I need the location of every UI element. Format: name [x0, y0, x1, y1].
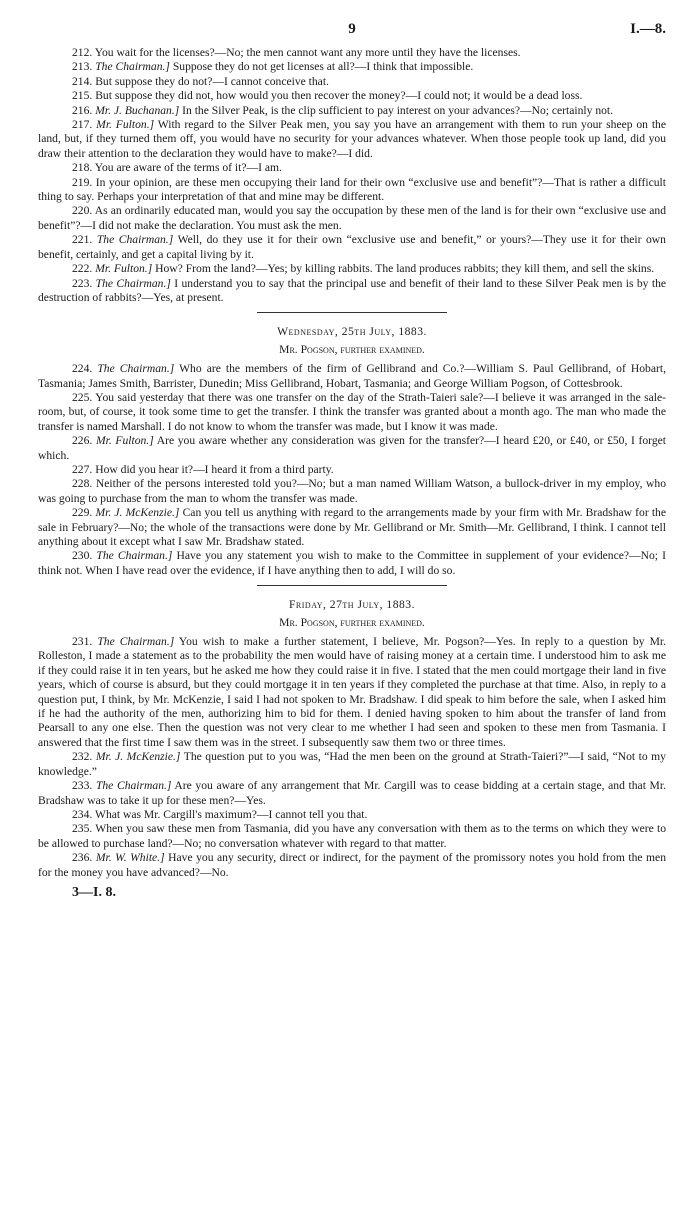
question-number: 226. [72, 434, 93, 448]
question-text: The question put to you was, “Had the men been on the ground at Strath-Taieri?”—I said, “Not to my knowledge.” [38, 750, 666, 778]
speaker-name: The Chairman.] [95, 276, 171, 290]
evidence-paragraph [38, 233, 666, 262]
evidence-paragraph [38, 779, 666, 808]
question-text: I understand you to say that the principal use and benefit of their land to these Silver Peak men is by the destruction of rabbits?—Yes, at present. [38, 276, 667, 304]
session-date: Friday, 27th July, 1883. [288, 598, 416, 612]
speaker-name: The Chairman.] [96, 233, 174, 247]
question-text: Suppose they do not get licenses at all?—I think that impossible. [172, 60, 474, 74]
question-number: 227. [72, 462, 93, 476]
question-number: 219. [72, 175, 93, 189]
question-text: Are you aware whether any consideration was given for the transfer?—I heard £20, or £40, or £50, I forget which. [38, 434, 666, 462]
section-divider [257, 585, 447, 586]
page-header [38, 22, 666, 46]
evidence-paragraph [38, 635, 666, 750]
question-number: 225. [72, 390, 93, 404]
question-number: 213. [72, 60, 93, 74]
section-divider [257, 312, 447, 313]
evidence-paragraph [38, 391, 666, 434]
evidence-paragraph [38, 46, 666, 60]
witness-heading: Mr. Pogson, further examined. [279, 342, 425, 356]
question-text: In your opinion, are these men occupying their land for their own “exclusive use and benefit”?—That is rather a difficult thing to say. Perhaps your interpretation of that and mine may be different. [38, 175, 666, 204]
question-number: 235. [72, 822, 93, 836]
question-number: 217. [72, 118, 93, 132]
evidence-paragraph [38, 118, 666, 161]
question-number: 232. [72, 750, 93, 764]
question-number: 223. [72, 276, 93, 290]
evidence-paragraph [38, 60, 666, 74]
question-number: 214. [72, 74, 93, 88]
question-text: Neither of the persons interested told you?—No; but a man named William Watson, a bullock-driver in my employ, who was going to purchase from the man to whom the transfer was made. [38, 477, 666, 505]
evidence-paragraph [38, 750, 666, 779]
question-number: 229. [72, 506, 93, 520]
evidence-paragraph [38, 75, 666, 89]
question-text: Are you aware of any arrangement that Mr. Cargill was to cease bidding at a certain stage, and that Mr. Bradshaw was to take it up for these men?—Yes. [38, 779, 666, 807]
speaker-name: Mr. J. McKenzie.] [95, 750, 181, 764]
session-date: Wednesday, 25th July, 1883. [277, 325, 427, 339]
evidence-paragraph [38, 262, 666, 276]
document-reference: I.—8. [630, 21, 666, 37]
evidence-paragraph [38, 104, 666, 118]
question-text: As an ordinarily educated man, would you say the occupation by these men of the land is for their own “exclusive use and benefit”?—I did not make the declaration. You must ask the men. [38, 204, 666, 232]
question-number: 220. [72, 204, 93, 218]
evidence-paragraph [38, 161, 666, 175]
question-number: 230. [72, 549, 93, 563]
evidence-paragraph [38, 362, 666, 391]
question-number: 224. [72, 362, 93, 376]
question-text: But suppose they do not?—I cannot conceive that. [95, 74, 329, 88]
evidence-paragraph [38, 434, 666, 463]
speaker-name: The Chairman.] [96, 549, 173, 563]
question-number: 231. [72, 635, 93, 649]
speaker-name: Mr. J. McKenzie.] [95, 506, 180, 520]
question-number: 236. [72, 851, 93, 865]
evidence-paragraph [38, 506, 666, 549]
question-text: Have you any security, direct or indirect, for the payment of the promissory notes you hold from the men for the money you have advanced?—No. [38, 851, 666, 879]
evidence-paragraph [38, 822, 666, 851]
evidence-section-1 [38, 46, 666, 305]
evidence-paragraph [38, 204, 666, 233]
question-number: 216. [72, 103, 93, 117]
question-number: 221. [72, 233, 93, 247]
question-text: What was Mr. Cargill's maximum?—I cannot tell you that. [95, 807, 368, 821]
speaker-name: Mr. Fulton.] [96, 118, 155, 132]
speaker-name: Mr. W. White.] [95, 851, 165, 865]
question-text: How did you hear it?—I heard it from a third party. [95, 462, 334, 476]
page-number: 9 [348, 21, 356, 37]
signature-mark: 3—I. 8. [72, 884, 116, 900]
question-text: In the Silver Peak, is the clip sufficient to pay interest on your advances?—No; certainly not. [182, 103, 614, 117]
question-number: 215. [72, 89, 93, 103]
question-number: 233. [72, 779, 93, 793]
question-text: You wish to make a further statement, I believe, Mr. Pogson?—Yes. In reply to a question by Mr. Rolleston, I made a statement as to the probability the men would have of raising money at a certain time. I understood him to ask me if they could raise it in ten years, but he asked me how they could raise it in five. I stated that the men could mortgage their land in five years, which of course is absurd, but they could mortgage it in ten years if they completed the purchase at that time. Also, in reply to a question put, I think, by Mr. McKenzie, I said I had not spoken to Mr. Bradshaw. I did speak to him before the sale, when I asked him if he had the authority of the men, authorizing him to bid for them. I denied having spoken to him about the transfer of land from Pearsall to any one else. Then the question was not very clear to me whether I had seen and spoken to these men from Tasmania. I answered that the first time I saw them was in the street. I subsequently saw them two or three times. [38, 635, 667, 749]
speaker-name: The Chairman.] [95, 779, 172, 793]
question-text: Can you tell us anything with regard to the arrangements made by your firm with Mr. Bradshaw for the sale in February?—No; the whole of the transactions were done by Mr. Gellibrand or Mr. Smith—Mr. Gellibrand, I think. I cannot tell anything about it except what I saw Mr. Bradshaw stated. [38, 506, 667, 548]
speaker-name: Mr. J. Buchanan.] [95, 103, 180, 117]
question-text: When you saw these men from Tasmania, did you have any conversation with them as to the terms on which they were to be allowed to purchase land?—No; no conversation whatever with regard to that matter. [38, 822, 666, 850]
evidence-paragraph [38, 277, 666, 306]
speaker-name: The Chairman.] [97, 362, 175, 376]
speaker-name: Mr. Fulton.] [95, 262, 153, 276]
speaker-name: The Chairman.] [95, 60, 170, 74]
question-text: You wait for the licenses?—No; the men cannot want any more until they have the licenses. [94, 46, 521, 59]
question-text: Have you any statement you wish to make to the Committee in supplement of your evidence?—No; I think not. When I have read over the evidence, if I have anything then to add, I will do so. [38, 549, 667, 577]
evidence-section-3 [38, 635, 666, 880]
evidence-paragraph [38, 176, 666, 205]
question-number: 222. [72, 262, 93, 276]
question-text: Who are the members of the firm of Gellibrand and Co.?—William S. Paul Gellibrand, of Hobart, Tasmania; James Smith, Barrister, Dunedin; Miss Gellibrand, Hobart, Tasmania; and George William Pogson, of Cottesbrook. [38, 362, 666, 390]
evidence-section-2 [38, 362, 666, 578]
evidence-paragraph [38, 808, 666, 822]
evidence-paragraph [38, 477, 666, 506]
question-text: How? From the land?—Yes; by killing rabbits. The land produces rabbits; they kill them, and sell the skins. [155, 262, 655, 276]
evidence-paragraph [38, 851, 666, 880]
question-text: You said yesterday that there was one transfer on the day of the Strath-Taieri sale?—I believe it was arranged in the sale-room, but, of course, it took some time to get the transfer. I think the transfer was granted about a month ago. The man who made the transfer is named Marshall. I do not know to whom the transfer was made, but I know it was made. [38, 390, 666, 433]
evidence-paragraph [38, 89, 666, 103]
speaker-name: Mr. Fulton.] [95, 434, 154, 448]
question-text: But suppose they did not, how would you then recover the money?—I could not; it would be a dead loss. [95, 89, 583, 103]
question-text: You are aware of the terms of it?—I am. [94, 161, 282, 175]
question-number: 218. [72, 161, 93, 175]
question-text: With regard to the Silver Peak men, you say you have an arrangement with them to run your sheep on the land, but, if they turned them off, you would have no security for your advances whatever. When those people took up land, did you draw their attention to the declaration they would have to make?—I did. [38, 118, 666, 160]
question-number: 234. [72, 807, 93, 821]
question-text: Well, do they use it for their own “exclusive use and benefit,” or yours?—They use it for their own benefit, certainly, and get a capital living by it. [38, 233, 666, 261]
speaker-name: The Chairman.] [97, 635, 175, 649]
evidence-paragraph [38, 463, 666, 477]
evidence-paragraph [38, 549, 666, 578]
question-number: 212. [72, 46, 93, 59]
witness-heading: Mr. Pogson, further examined. [279, 615, 425, 629]
question-number: 228. [72, 477, 93, 491]
